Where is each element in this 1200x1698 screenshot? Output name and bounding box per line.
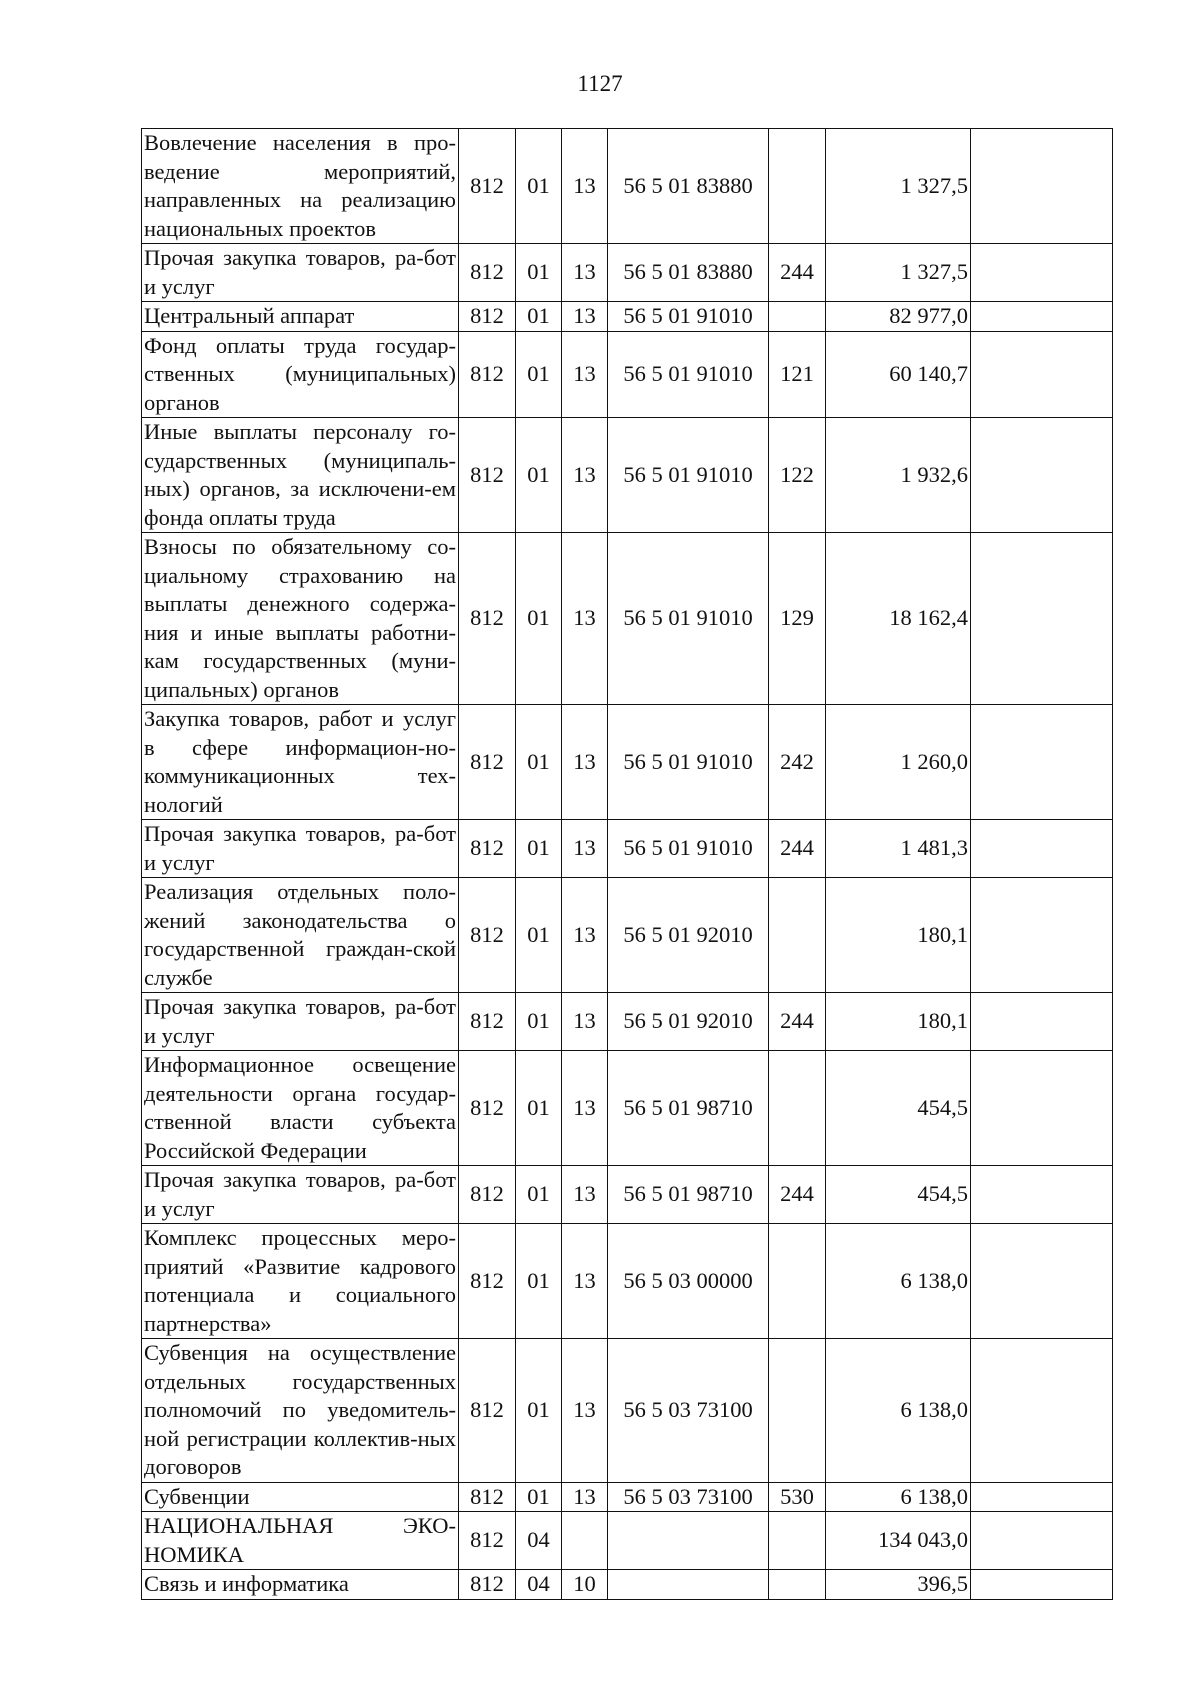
table-row bbox=[142, 244, 1113, 302]
target-article-cell: 56 5 03 73100 bbox=[608, 1339, 769, 1483]
amount-cell: 1 327,5 bbox=[826, 244, 971, 302]
grbs-code-cell: 812 bbox=[459, 418, 516, 533]
section-code-cell: 01 bbox=[516, 878, 562, 993]
target-article-cell: 56 5 01 98710 bbox=[608, 1166, 769, 1224]
expense-type-cell bbox=[769, 1512, 826, 1570]
expense-type-cell bbox=[769, 1339, 826, 1483]
section-code-cell: 01 bbox=[516, 1482, 562, 1512]
extra-cell bbox=[971, 1051, 1113, 1166]
subsection-code-cell: 13 bbox=[562, 244, 608, 302]
item-name-cell: Иные выплаты персоналу го-сударственных (муниципаль-ных) органов, за исключени-ем фонда оплаты труда bbox=[142, 418, 459, 533]
grbs-code-cell: 812 bbox=[459, 1482, 516, 1512]
section-code-cell: 01 bbox=[516, 820, 562, 878]
table-row bbox=[142, 1051, 1113, 1166]
subsection-code-cell bbox=[562, 1512, 608, 1570]
section-code-cell: 04 bbox=[516, 1512, 562, 1570]
subsection-code-cell: 13 bbox=[562, 1224, 608, 1339]
item-name-cell: Вовлечение населения в про-ведение мероприятий, направленных на реализацию национальных проектов bbox=[142, 129, 459, 244]
subsection-code-cell: 13 bbox=[562, 1482, 608, 1512]
extra-cell bbox=[971, 129, 1113, 244]
item-name-cell: НАЦИОНАЛЬНАЯ ЭКО-НОМИКА bbox=[142, 1512, 459, 1570]
item-name-cell: Фонд оплаты труда государ-ственных (муниципальных) органов bbox=[142, 331, 459, 418]
item-name-cell: Субвенция на осуществление отдельных государственных полномочий по уведомитель-ной регистрации коллектив-ных договоров bbox=[142, 1339, 459, 1483]
target-article-cell: 56 5 01 98710 bbox=[608, 1051, 769, 1166]
section-code-cell: 01 bbox=[516, 244, 562, 302]
grbs-code-cell: 812 bbox=[459, 1166, 516, 1224]
table-row bbox=[142, 993, 1113, 1051]
target-article-cell: 56 5 03 73100 bbox=[608, 1482, 769, 1512]
table-row bbox=[142, 1570, 1113, 1600]
subsection-code-cell: 13 bbox=[562, 129, 608, 244]
item-name-cell: Центральный аппарат bbox=[142, 302, 459, 332]
item-name-cell: Закупка товаров, работ и услуг в сфере информацион-но-коммуникационных тех-нологий bbox=[142, 705, 459, 820]
expense-type-cell bbox=[769, 1570, 826, 1600]
section-code-cell: 01 bbox=[516, 1166, 562, 1224]
table-row bbox=[142, 1224, 1113, 1339]
extra-cell bbox=[971, 1570, 1113, 1600]
target-article-cell: 56 5 01 91010 bbox=[608, 302, 769, 332]
amount-cell: 82 977,0 bbox=[826, 302, 971, 332]
subsection-code-cell: 13 bbox=[562, 993, 608, 1051]
subsection-code-cell: 13 bbox=[562, 1051, 608, 1166]
budget-table bbox=[141, 128, 1113, 1600]
grbs-code-cell: 812 bbox=[459, 820, 516, 878]
target-article-cell: 56 5 01 83880 bbox=[608, 244, 769, 302]
subsection-code-cell: 13 bbox=[562, 418, 608, 533]
extra-cell bbox=[971, 244, 1113, 302]
amount-cell: 1 327,5 bbox=[826, 129, 971, 244]
amount-cell: 6 138,0 bbox=[826, 1224, 971, 1339]
target-article-cell: 56 5 01 91010 bbox=[608, 418, 769, 533]
target-article-cell: 56 5 01 91010 bbox=[608, 331, 769, 418]
section-code-cell: 01 bbox=[516, 129, 562, 244]
section-code-cell: 01 bbox=[516, 993, 562, 1051]
amount-cell: 134 043,0 bbox=[826, 1512, 971, 1570]
expense-type-cell bbox=[769, 878, 826, 993]
amount-cell: 1 932,6 bbox=[826, 418, 971, 533]
grbs-code-cell: 812 bbox=[459, 331, 516, 418]
subsection-code-cell: 13 bbox=[562, 331, 608, 418]
target-article-cell bbox=[608, 1512, 769, 1570]
expense-type-cell: 244 bbox=[769, 1166, 826, 1224]
item-name-cell: Взносы по обязательному со-циальному страхованию на выплаты денежного содержа-ния и иные выплаты работни-кам государственных (муни-ципальных) органов bbox=[142, 533, 459, 705]
target-article-cell: 56 5 01 92010 bbox=[608, 878, 769, 993]
item-name-cell: Прочая закупка товаров, ра-бот и услуг bbox=[142, 244, 459, 302]
amount-cell: 180,1 bbox=[826, 878, 971, 993]
item-name-cell: Прочая закупка товаров, ра-бот и услуг bbox=[142, 1166, 459, 1224]
expense-type-cell bbox=[769, 1224, 826, 1339]
target-article-cell: 56 5 01 91010 bbox=[608, 533, 769, 705]
table-row bbox=[142, 129, 1113, 244]
item-name-cell: Прочая закупка товаров, ра-бот и услуг bbox=[142, 820, 459, 878]
expense-type-cell bbox=[769, 302, 826, 332]
extra-cell bbox=[971, 878, 1113, 993]
grbs-code-cell: 812 bbox=[459, 1512, 516, 1570]
expense-type-cell: 244 bbox=[769, 820, 826, 878]
expense-type-cell: 530 bbox=[769, 1482, 826, 1512]
table-row bbox=[142, 1166, 1113, 1224]
extra-cell bbox=[971, 533, 1113, 705]
extra-cell bbox=[971, 1512, 1113, 1570]
extra-cell bbox=[971, 331, 1113, 418]
grbs-code-cell: 812 bbox=[459, 1570, 516, 1600]
section-code-cell: 01 bbox=[516, 302, 562, 332]
target-article-cell: 56 5 01 91010 bbox=[608, 820, 769, 878]
section-code-cell: 01 bbox=[516, 1051, 562, 1166]
table-row bbox=[142, 1339, 1113, 1483]
expense-type-cell bbox=[769, 129, 826, 244]
expense-type-cell: 244 bbox=[769, 993, 826, 1051]
table-row bbox=[142, 878, 1113, 993]
grbs-code-cell: 812 bbox=[459, 1051, 516, 1166]
extra-cell bbox=[971, 820, 1113, 878]
grbs-code-cell: 812 bbox=[459, 533, 516, 705]
amount-cell: 6 138,0 bbox=[826, 1339, 971, 1483]
target-article-cell: 56 5 01 91010 bbox=[608, 705, 769, 820]
table-row bbox=[142, 331, 1113, 418]
extra-cell bbox=[971, 993, 1113, 1051]
extra-cell bbox=[971, 1166, 1113, 1224]
target-article-cell: 56 5 01 92010 bbox=[608, 993, 769, 1051]
amount-cell: 180,1 bbox=[826, 993, 971, 1051]
amount-cell: 18 162,4 bbox=[826, 533, 971, 705]
grbs-code-cell: 812 bbox=[459, 878, 516, 993]
item-name-cell: Информационное освещение деятельности органа государ-ственной власти субъекта Российской Федерации bbox=[142, 1051, 459, 1166]
expense-type-cell: 122 bbox=[769, 418, 826, 533]
table-row bbox=[142, 820, 1113, 878]
extra-cell bbox=[971, 418, 1113, 533]
extra-cell bbox=[971, 1482, 1113, 1512]
section-code-cell: 01 bbox=[516, 1224, 562, 1339]
section-code-cell: 01 bbox=[516, 418, 562, 533]
extra-cell bbox=[971, 1224, 1113, 1339]
grbs-code-cell: 812 bbox=[459, 244, 516, 302]
page-number: 1127 bbox=[577, 71, 623, 96]
amount-cell: 60 140,7 bbox=[826, 331, 971, 418]
table-row bbox=[142, 418, 1113, 533]
item-name-cell: Субвенции bbox=[142, 1482, 459, 1512]
expense-type-cell: 242 bbox=[769, 705, 826, 820]
grbs-code-cell: 812 bbox=[459, 1224, 516, 1339]
subsection-code-cell: 13 bbox=[562, 533, 608, 705]
amount-cell: 6 138,0 bbox=[826, 1482, 971, 1512]
grbs-code-cell: 812 bbox=[459, 129, 516, 244]
expense-type-cell bbox=[769, 1051, 826, 1166]
grbs-code-cell: 812 bbox=[459, 705, 516, 820]
item-name-cell: Комплекс процессных меро-приятий «Развитие кадрового потенциала и социального партнерства» bbox=[142, 1224, 459, 1339]
item-name-cell: Прочая закупка товаров, ра-бот и услуг bbox=[142, 993, 459, 1051]
section-code-cell: 01 bbox=[516, 533, 562, 705]
section-code-cell: 01 bbox=[516, 1339, 562, 1483]
amount-cell: 454,5 bbox=[826, 1166, 971, 1224]
expense-type-cell: 129 bbox=[769, 533, 826, 705]
subsection-code-cell: 13 bbox=[562, 1339, 608, 1483]
table-row bbox=[142, 1512, 1113, 1570]
amount-cell: 1 260,0 bbox=[826, 705, 971, 820]
item-name-cell: Реализация отдельных поло-жений законодательства о государственной граждан-ской службе bbox=[142, 878, 459, 993]
target-article-cell bbox=[608, 1570, 769, 1600]
section-code-cell: 01 bbox=[516, 331, 562, 418]
subsection-code-cell: 13 bbox=[562, 878, 608, 993]
subsection-code-cell: 13 bbox=[562, 705, 608, 820]
section-code-cell: 04 bbox=[516, 1570, 562, 1600]
expense-type-cell: 244 bbox=[769, 244, 826, 302]
amount-cell: 1 481,3 bbox=[826, 820, 971, 878]
target-article-cell: 56 5 01 83880 bbox=[608, 129, 769, 244]
expense-type-cell: 121 bbox=[769, 331, 826, 418]
item-name-cell: Связь и информатика bbox=[142, 1570, 459, 1600]
table-row bbox=[142, 705, 1113, 820]
amount-cell: 454,5 bbox=[826, 1051, 971, 1166]
subsection-code-cell: 13 bbox=[562, 1166, 608, 1224]
section-code-cell: 01 bbox=[516, 705, 562, 820]
extra-cell bbox=[971, 1339, 1113, 1483]
amount-cell: 396,5 bbox=[826, 1570, 971, 1600]
subsection-code-cell: 13 bbox=[562, 820, 608, 878]
extra-cell bbox=[971, 705, 1113, 820]
target-article-cell: 56 5 03 00000 bbox=[608, 1224, 769, 1339]
grbs-code-cell: 812 bbox=[459, 302, 516, 332]
table-row bbox=[142, 1482, 1113, 1512]
table-row bbox=[142, 533, 1113, 705]
budget-table-body bbox=[142, 129, 1113, 1600]
grbs-code-cell: 812 bbox=[459, 993, 516, 1051]
subsection-code-cell: 13 bbox=[562, 302, 608, 332]
table-row bbox=[142, 302, 1113, 332]
extra-cell bbox=[971, 302, 1113, 332]
subsection-code-cell: 10 bbox=[562, 1570, 608, 1600]
grbs-code-cell: 812 bbox=[459, 1339, 516, 1483]
